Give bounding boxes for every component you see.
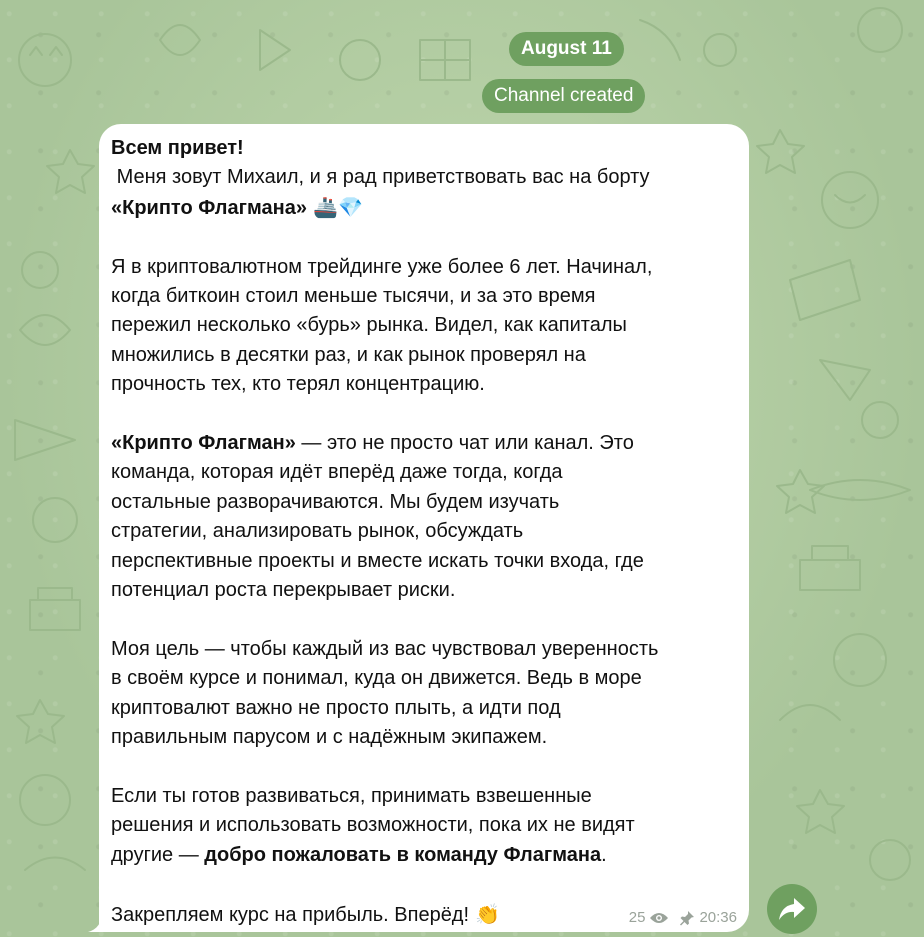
share-arrow-icon [777, 896, 807, 922]
post-welcome-phrase: добро пожаловать в команду Флагмана [204, 843, 602, 866]
date-separator: August 11 [509, 32, 624, 66]
post-greeting: Всем привет! [111, 137, 244, 159]
post-time: 20:36 [699, 909, 737, 926]
post-paragraph-experience: Я в криптовалютном трейдинге уже более 6 лет. Начинал, когда биткоин стоил меньше тысячи, и за это время пережил несколько «бурь» рынка. Видел, как капиталы множились в десятки раз, и как рынок проверял на прочность тех, кто терял концентрацию. [111, 255, 653, 396]
share-button[interactable] [767, 884, 817, 934]
post-text [111, 134, 737, 930]
post-paragraph-team: — это не просто чат или канал. Это команда, которая идёт вперёд даже тогда, когда остальные разворачиваются. Мы будем изучать стратегии, анализировать рынок, обсуждать перспективные проекты и вместе искать точки входа, где потенциал роста перекрывает риски. Моя цель — чтобы каждый из вас чувствовал уверенность в своём курсе и понимал, куда он движется. Ведь в море криптовалют важно не просто плыть, а идти под правильным парусом и с надёжным экипажем. Если ты готов развиваться, принимать взвешенные решения и использовать возможности, пока их не видят другие — [111, 432, 659, 866]
post-brand-name-2: «Крипто Флагман» [111, 432, 296, 455]
channel-created-notice: Channel created [482, 79, 645, 113]
view-count: 25 [628, 909, 646, 926]
eye-icon [649, 911, 669, 925]
post-intro: Меня зовут Михаил, и я рад приветствовать вас на борту [116, 166, 650, 189]
ship-diamond-emoji: 🚢💎 [306, 194, 364, 219]
pin-icon [679, 910, 695, 926]
channel-post-bubble[interactable] [99, 124, 749, 932]
post-closing: . Закрепляем курс на прибыль. Вперёд! [111, 843, 607, 926]
post-meta [629, 909, 737, 926]
post-brand-name: «Крипто Флагмана» [111, 196, 307, 219]
clapping-emoji: 👏 [469, 901, 501, 926]
